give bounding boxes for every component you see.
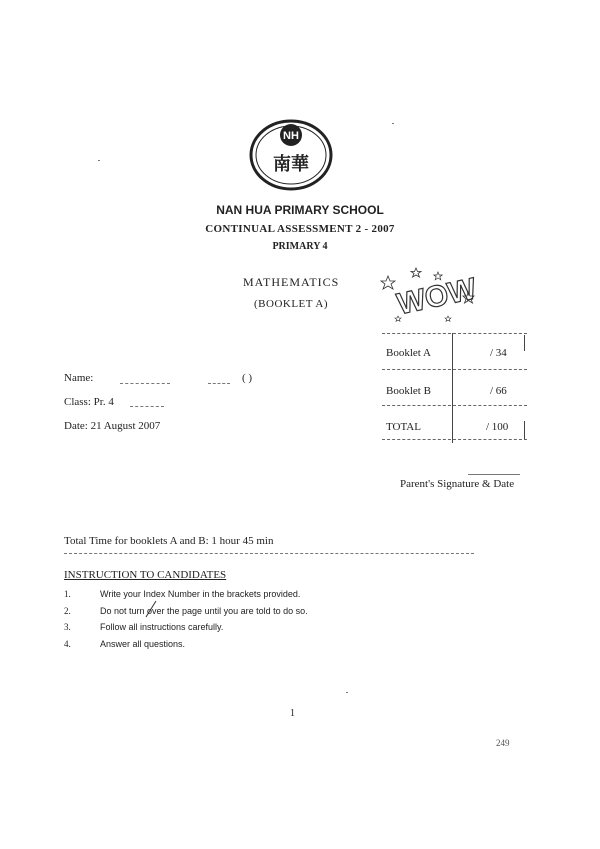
instruction-text: Follow all instructions carefully. xyxy=(100,622,224,632)
score-row-label: Booklet A xyxy=(386,347,431,359)
wow-stamp-text: WOW xyxy=(394,272,480,322)
index-brackets: ( ) xyxy=(242,372,253,384)
score-table xyxy=(382,333,527,443)
instruction-number: 1. xyxy=(64,589,71,599)
score-row-max: / 66 xyxy=(490,385,507,397)
page-code: 249 xyxy=(496,738,510,748)
pen-mark xyxy=(144,600,158,618)
instruction-number: 3. xyxy=(64,622,71,632)
instruction-number: 4. xyxy=(64,639,71,649)
name-blank xyxy=(120,383,170,384)
instruction-text: Write your Index Number in the brackets provided. xyxy=(100,589,301,599)
section-divider xyxy=(64,553,474,554)
score-row-label: Booklet B xyxy=(386,385,431,397)
subject-title: MATHEMATICS xyxy=(243,275,340,289)
wow-stamp xyxy=(378,264,484,324)
score-row-max: / 34 xyxy=(490,347,507,359)
instruction-number: 2. xyxy=(64,606,71,616)
total-time: Total Time for booklets A and B: 1 hour 45 min xyxy=(64,535,274,547)
class-label: Class: Pr. 4 xyxy=(64,396,114,408)
school-name: NAN HUA PRIMARY SCHOOL xyxy=(216,203,384,217)
name-label: Name: xyxy=(64,372,94,384)
parent-signature-label: Parent's Signature & Date xyxy=(400,478,515,490)
logo-monogram: NH xyxy=(283,130,299,142)
name-blank-2 xyxy=(208,383,230,384)
booklet-label: (BOOKLET A) xyxy=(254,298,329,310)
scan-speck xyxy=(346,692,348,693)
assessment-title: CONTINUAL ASSESSMENT 2 - 2007 xyxy=(205,223,395,235)
instruction-text: Answer all questions. xyxy=(100,639,186,649)
scan-speck xyxy=(392,123,394,124)
date-label: Date: 21 August 2007 xyxy=(64,420,161,432)
level-label: PRIMARY 4 xyxy=(272,241,328,252)
instructions-heading: INSTRUCTION TO CANDIDATES xyxy=(64,569,227,581)
instruction-text: Do not turn over the page until you are told to do so. xyxy=(100,606,308,616)
signature-line xyxy=(468,474,520,475)
score-row-max: / 100 xyxy=(486,421,509,433)
logo-chinese-text: 南華 xyxy=(273,154,309,175)
school-logo xyxy=(247,118,335,192)
page-number: 1 xyxy=(290,708,295,719)
score-row-label: TOTAL xyxy=(386,421,421,433)
class-blank xyxy=(130,406,164,407)
scan-speck xyxy=(98,160,100,161)
